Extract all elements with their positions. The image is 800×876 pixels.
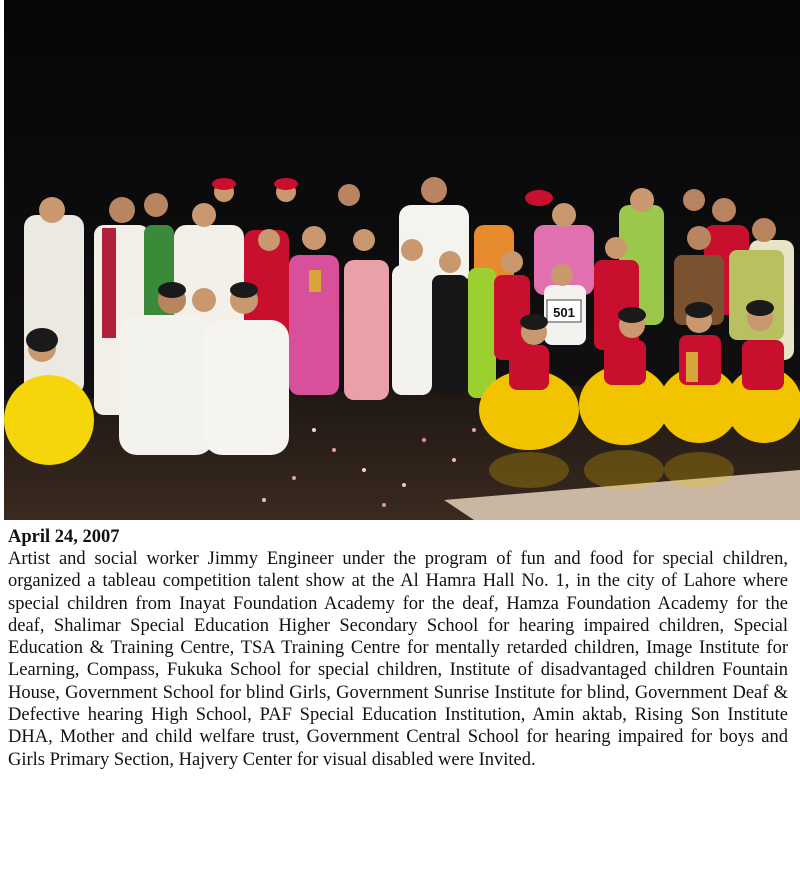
floor-reflections [489,450,734,490]
photo-caption [8,526,788,771]
bib-number: 501 [553,305,575,320]
front-row-girls [479,300,800,450]
event-photo [4,0,800,520]
caption-body: Artist and social worker Jimmy Engineer under the program of fun and food for special children, organized a tableau competition talent show at the Al Hamra Hall No. 1, in the city of Lahore where special children from Inayat Foundation Academy for the deaf, Hamza Foundation Academy for the deaf, Shalimar Special Education Higher Secondary School for hearing impaired children, Special Education & Training Centre, TSA Training Centre for mentally retarded children, Image Institute for Learning, Compass, Fukuka School for special children, Institute of disadvantaged children Fountain House, Government School for blind Girls, Government Sunrise Institute for blind, Government Deaf & Defective hearing High School, PAF Special Education Institution, Amin aktab, Rising Son Institute DHA, Mother and child welfare trust, Government Central School for hearing impaired for boys and Girls Primary Section, Hajvery Center for visual disabled were Invited. [8,549,788,770]
caption-date: April 24, 2007 [8,527,120,547]
group-photo-illustration [4,0,800,520]
